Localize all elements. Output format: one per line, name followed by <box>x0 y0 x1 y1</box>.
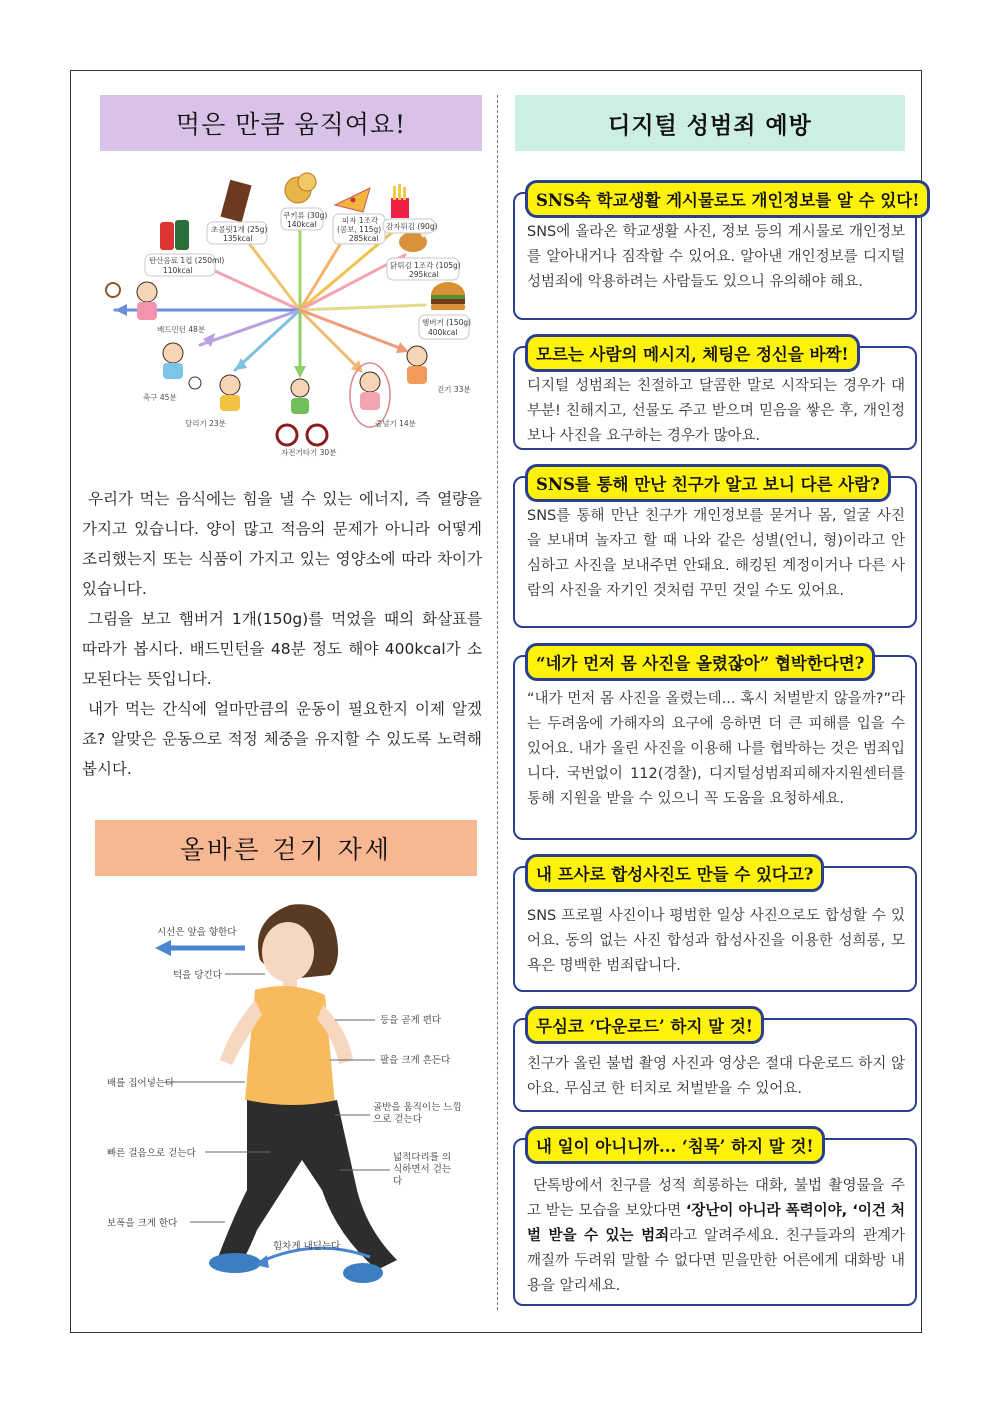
running-label: 달리기 23분 <box>185 419 226 428</box>
chocolate-icon <box>220 180 251 222</box>
walking-label: 걷기 33분 <box>437 385 471 394</box>
chin-label: 턱을 당긴다 <box>173 970 222 981</box>
tip-body-3: SNS를 통해 만난 친구가 개인정보를 묻거나 몸, 얼굴 사진을 보내며 놀자고 할 때 나와 같은 성별(언니, 형)이라고 안심하고 사진을 보내주면 안돼요. 해킹된 계정이거나 다른 사람의 사진을 자기인 것처럼 꾸민 것일 수도 있어요. <box>527 508 905 599</box>
calorie-explanation <box>82 484 482 784</box>
intro-paragraph-1: 우리가 먹는 음식에는 힘을 낼 수 있는 에너지, 즉 열량을 가지고 있습니다. 양이 많고 적음의 문제가 아니라 어떻게 조리했는지 또는 식품이 가지고 있는 영양소에 따라 차이가 있습니다. <box>82 490 482 598</box>
soda-kcal: 110kcal <box>163 266 193 275</box>
tip-card-1 <box>513 191 920 320</box>
jump-rope-kid-icon <box>350 363 390 427</box>
digital-crime-title: 디지털 성범죄 예방 <box>515 95 905 151</box>
cookie-icon <box>285 173 316 203</box>
tip-card-3 <box>513 476 917 628</box>
hamburger-kcal: 400kcal <box>428 328 458 337</box>
pizza-extra: (콤보, 115g) <box>337 225 382 234</box>
bicycle-kid-icon <box>277 379 327 445</box>
gaze-label: 시선은 앞을 향한다 <box>157 927 237 938</box>
badminton-label: 배드민턴 48분 <box>157 325 206 334</box>
pizza-label: 피자 1조각 <box>342 216 379 225</box>
chocolate-kcal: 135kcal <box>223 234 253 243</box>
tip-card-7 <box>513 1138 917 1306</box>
jump-rope-label: 줄넘기 14분 <box>375 419 416 428</box>
tip-heading-4: “네가 먼저 몸 사진을 올렸잖아” 협박한다면? <box>525 643 875 681</box>
tip-heading-1: SNS속 학교생활 게시물로도 개인정보를 알 수 있다! <box>525 180 930 218</box>
hamburger-icon <box>431 282 465 310</box>
chest-label: 등을 곧게 편다 <box>380 1015 442 1026</box>
chocolate-label: 초콜릿1개 (25g) <box>211 225 268 234</box>
tip-heading-2: 모르는 사람의 메시지, 체팅은 정신을 바짝! <box>525 334 860 372</box>
tip-body-7-emphasis: ‘장난이 아니라 폭력이야, ‘이건 처벌 받을 수 있는 범죄 <box>527 1203 905 1244</box>
hamburger-label: 햄버거 (150g) <box>422 318 472 327</box>
fast-walk-label: 빠른 걸음으로 걷는다 <box>107 1148 196 1159</box>
chicken-kcal: 295kcal <box>409 270 439 279</box>
push-label: 힘차게 내딛는다 <box>273 1241 341 1252</box>
tip-card-5 <box>513 866 917 992</box>
eat-move-title: 먹은 만큼 움직여요! <box>100 95 482 151</box>
fries-icon <box>391 184 409 218</box>
walking-kid-icon <box>407 346 427 384</box>
running-kid-icon <box>220 375 240 411</box>
tip-heading-7: 내 일이 아니니까... ‘침묵’ 하지 말 것! <box>525 1126 825 1164</box>
pelvis-label: 골반을 움직이는 느낌으로 걷는다 <box>373 1102 462 1125</box>
fries-label: 감자튀김 (90g) <box>386 222 438 231</box>
food-exercise-diagram <box>95 170 485 470</box>
cookie-label: 쿠키류 (30g) <box>283 211 328 220</box>
tip-body-1: SNS에 올라온 학교생활 사진, 정보 등의 게시물로 개인정보를 알아내거나 짐작할 수 있어요. 알아낸 개인정보를 디지털 성범죄에 악용하려는 사람들도 있으니 유의해야 해요. <box>527 224 905 290</box>
badminton-kid-icon <box>106 282 157 320</box>
tip-body-4: “내가 먼저 몸 사진을 올렸는데... 혹시 처벌받지 않을까?”라는 두려움에 가해자의 요구에 응하면 더 큰 피해를 입을 수 있어요. 내가 올린 사진을 이용해 나를 협박하는 것은 범죄입니다. 국번없이 112(경찰), 디지털성범죄피해자지원센터를 통해 지원을 받을 수 있으니 꼭 도움을 요청하세요. <box>527 691 905 807</box>
walking-posture-title: 올바른 걷기 자세 <box>95 820 477 876</box>
bicycle-label: 자전거타기 30분 <box>281 448 337 457</box>
tip-heading-3: SNS를 통해 만난 친구가 알고 보니 다른 사람? <box>525 464 891 502</box>
tip-body-7-pre: 단톡방에서 친구를 성적 희롱하는 대화, 불법 촬영물을 주고 받는 모습을 보았다면 <box>527 1178 905 1219</box>
tip-card-4 <box>513 655 917 840</box>
walking-woman-icon <box>209 904 397 1283</box>
walking-posture-illustration <box>95 890 485 1300</box>
chicken-label: 닭튀김 1조각 (105g) <box>390 261 461 270</box>
tip-heading-5: 내 프사로 합성사진도 만들 수 있다고? <box>525 854 824 892</box>
tip-heading-6: 무심코 ‘다운로드’ 하지 말 것! <box>525 1006 764 1044</box>
pizza-kcal: 285kcal <box>349 234 379 243</box>
stride-label: 보폭을 크게 한다 <box>107 1218 178 1229</box>
soccer-kid-icon <box>163 343 201 389</box>
tip-body-7-post: 라고 알려주세요. 친구들과의 관계가 깨질까 두려워 말할 수 없다면 믿을만한 어른에게 대화방 내용을 알리세요. <box>527 1228 905 1294</box>
soda-label: 탄산음료 1컵 (250ml) <box>149 256 225 265</box>
tip-card-2 <box>513 346 917 450</box>
intro-paragraph-2: 그림을 보고 햄버거 1개(150g)를 먹었을 때의 화살표를 따라가 봅시다. 배드민턴을 48분 정도 해야 400kcal가 소모된다는 뜻입니다. <box>82 610 482 688</box>
tip-body-2: 디지털 성범죄는 친절하고 달콤한 말로 시작되는 경우가 대부분! 친해지고, 선물도 주고 받으며 믿음을 쌓은 후, 개인정보나 사진을 요구하는 경우가 많아요. <box>527 378 905 444</box>
legs-label: 넓적다리를 의식하면서 걷는다 <box>393 1152 452 1187</box>
belly-label: 배를 집어넣는다 <box>107 1078 175 1089</box>
pizza-icon <box>335 188 370 212</box>
soccer-label: 축구 45분 <box>143 393 177 402</box>
tip-body-6: 친구가 올린 불법 촬영 사진과 영상은 절대 다운로드 하지 않아요. 무심코 한 터치로 처벌받을 수 있어요. <box>527 1056 905 1097</box>
cookie-kcal: 140kcal <box>287 220 317 229</box>
tip-body-5: SNS 프로필 사진이나 평범한 일상 사진으로도 합성할 수 있어요. 동의 없는 사진 합성과 합성사진을 이용한 성희롱, 모욕은 명백한 범죄랍니다. <box>527 908 905 974</box>
intro-paragraph-3: 내가 먹는 간식에 얼마만큼의 운동이 필요한지 이제 알겠죠? 알맞은 운동으로 적정 체중을 유지할 수 있도록 노력해 봅시다. <box>82 700 482 778</box>
column-divider <box>497 95 498 1310</box>
gaze-arrow <box>155 940 245 956</box>
soda-icon <box>160 220 189 250</box>
tip-body-7 <box>527 1174 905 1299</box>
tip-card-6 <box>513 1018 917 1112</box>
arms-label: 팔을 크게 흔든다 <box>380 1055 451 1066</box>
